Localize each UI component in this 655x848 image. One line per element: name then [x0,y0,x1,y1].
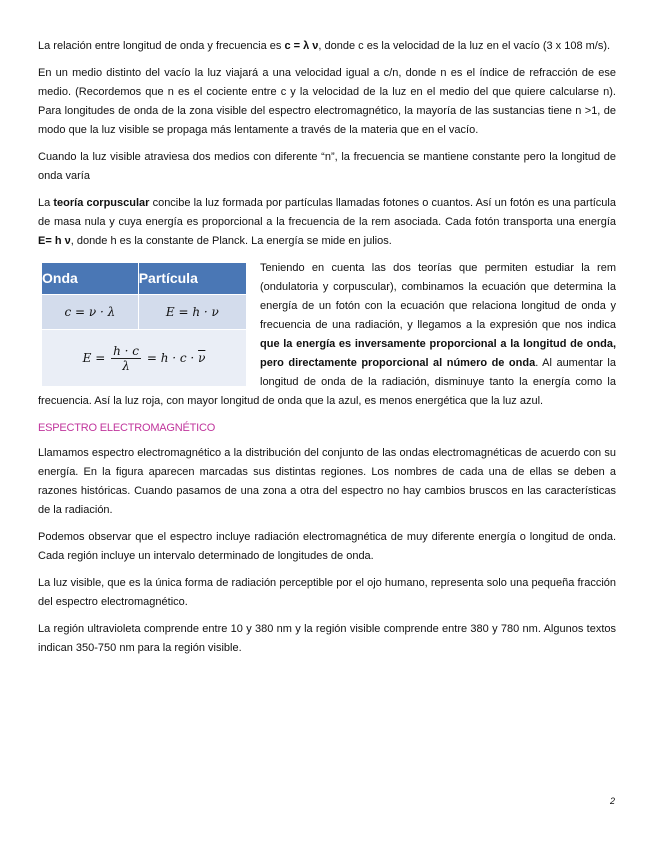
formula-combined: E = $\frac{h \cdot c}{\lambda}$ = $h \cdot c \cdot \overline{\nu}$ [42,330,246,387]
wave-particle-table-figure [42,263,246,386]
paragraph-spectrum-definition: Llamamos espectro electromagnético a la distribución del conjunto de las ondas electromagnéticas de acuerdo con su energía. En la figura aparecen marcadas sus distintas regiones. Los nombres de cada una de ellas se deben a razones históricas. Cuando pasamos de una zona a otra del espectro no hay cambios bruscos en las características de la radiación. [38,447,616,516]
paragraph-energy-relation: Teniendo en cuenta las dos teorías que permiten estudiar la rem (ondulatoria y corpuscular), combinamos la ecuación que determina la energía de un fotón con la ecuación que relaciona longitud de onda y frecuencia de una radiación, y llegamos a la expresión que nos indica que la energía es inversamente proporcional a la longitud de onda, pero directamente proporcional al número de onda. Al aumentar la longitud de onda de la radiación, disminuye tanto la energía como la frecuencia. Así la luz roja, con mayor longitud de onda que la azul, es menos energética que la luz azul. [38,262,616,407]
wave-particle-table [42,263,246,386]
paragraph-spectrum-range: Podemos observar que el espectro incluye radiación electromagnética de muy diferente energía o longitud de onda. Cada región incluye un intervalo determinado de longitudes de onda. [38,531,616,562]
term-corpuscular-theory: teoría corpuscular [53,197,150,209]
paragraph-visible-light: La luz visible, que es la única forma de radiación perceptible por el ojo humano, representa solo una pequeña fracción del espectro electromagnético. [38,577,616,608]
paragraph-uv-visible-regions: La región ultravioleta comprende entre 10 y 380 nm y la región visible comprende entre 380 y 780 nm. Algunos textos indican 350-750 nm para la región visible. [38,623,616,654]
section-heading-spectrum: ESPECTRO ELECTROMAGNÉTICO [38,422,216,434]
paragraph-refraction-index: En un medio distinto del vacío la luz viajará a una velocidad igual a c/n, donde n es el índice de refracción de ese medio. (Recordemos que n es el cociente entre c y la velocidad de la luz en el medio del que quiere calcularse n). Para longitudes de onda de la zona visible del espectro electromagnético, la mayoría de las sustancias tiene n >1, de modo que la luz visible se propaga más lentamente a través de la materia que en el vacío. [38,67,616,136]
paragraph-corpuscular-theory: La teoría corpuscular concibe la luz formada por partículas llamadas fotones o cuantos. Así un fotón es una partícula de masa nula y cuya energía es proporcional a la frecuencia de la rem asociada. Cada fotón transporta una energía E= h ν, donde h es la constante de Planck. La energía se mide en julios. [38,197,616,247]
document-body [38,37,616,666]
table-header-particula: Partícula [138,263,246,295]
fraction-hc-over-lambda: $\frac{h \cdot c}{\lambda}$ [113,343,140,373]
page-number: 2 [609,796,615,806]
table-header-onda: Onda [42,263,138,295]
formula-onda: c = ν · λ [42,295,138,330]
paragraph-two-media: Cuando la luz visible atraviesa dos medios con diferente “n”, la frecuencia se mantiene constante pero la longitud de onda varía [38,151,616,182]
formula-e-h-nu: E= h ν [38,235,71,247]
paragraph-wavelength-frequency: La relación entre longitud de onda y frecuencia es c = λ ν, donde c es la velocidad de la luz en el vacío (3 x 108 m/s). [38,40,611,52]
wavenumber-symbol: $\overline{\nu}$ [198,350,206,365]
formula-particula: E = h · ν [138,295,246,330]
formula-c-lambda-nu: c = λ ν [284,40,319,52]
energy-relation-highlight: que la energía es inversamente proporcional a la longitud de onda, pero directamente proporcional al número de onda [260,338,616,369]
